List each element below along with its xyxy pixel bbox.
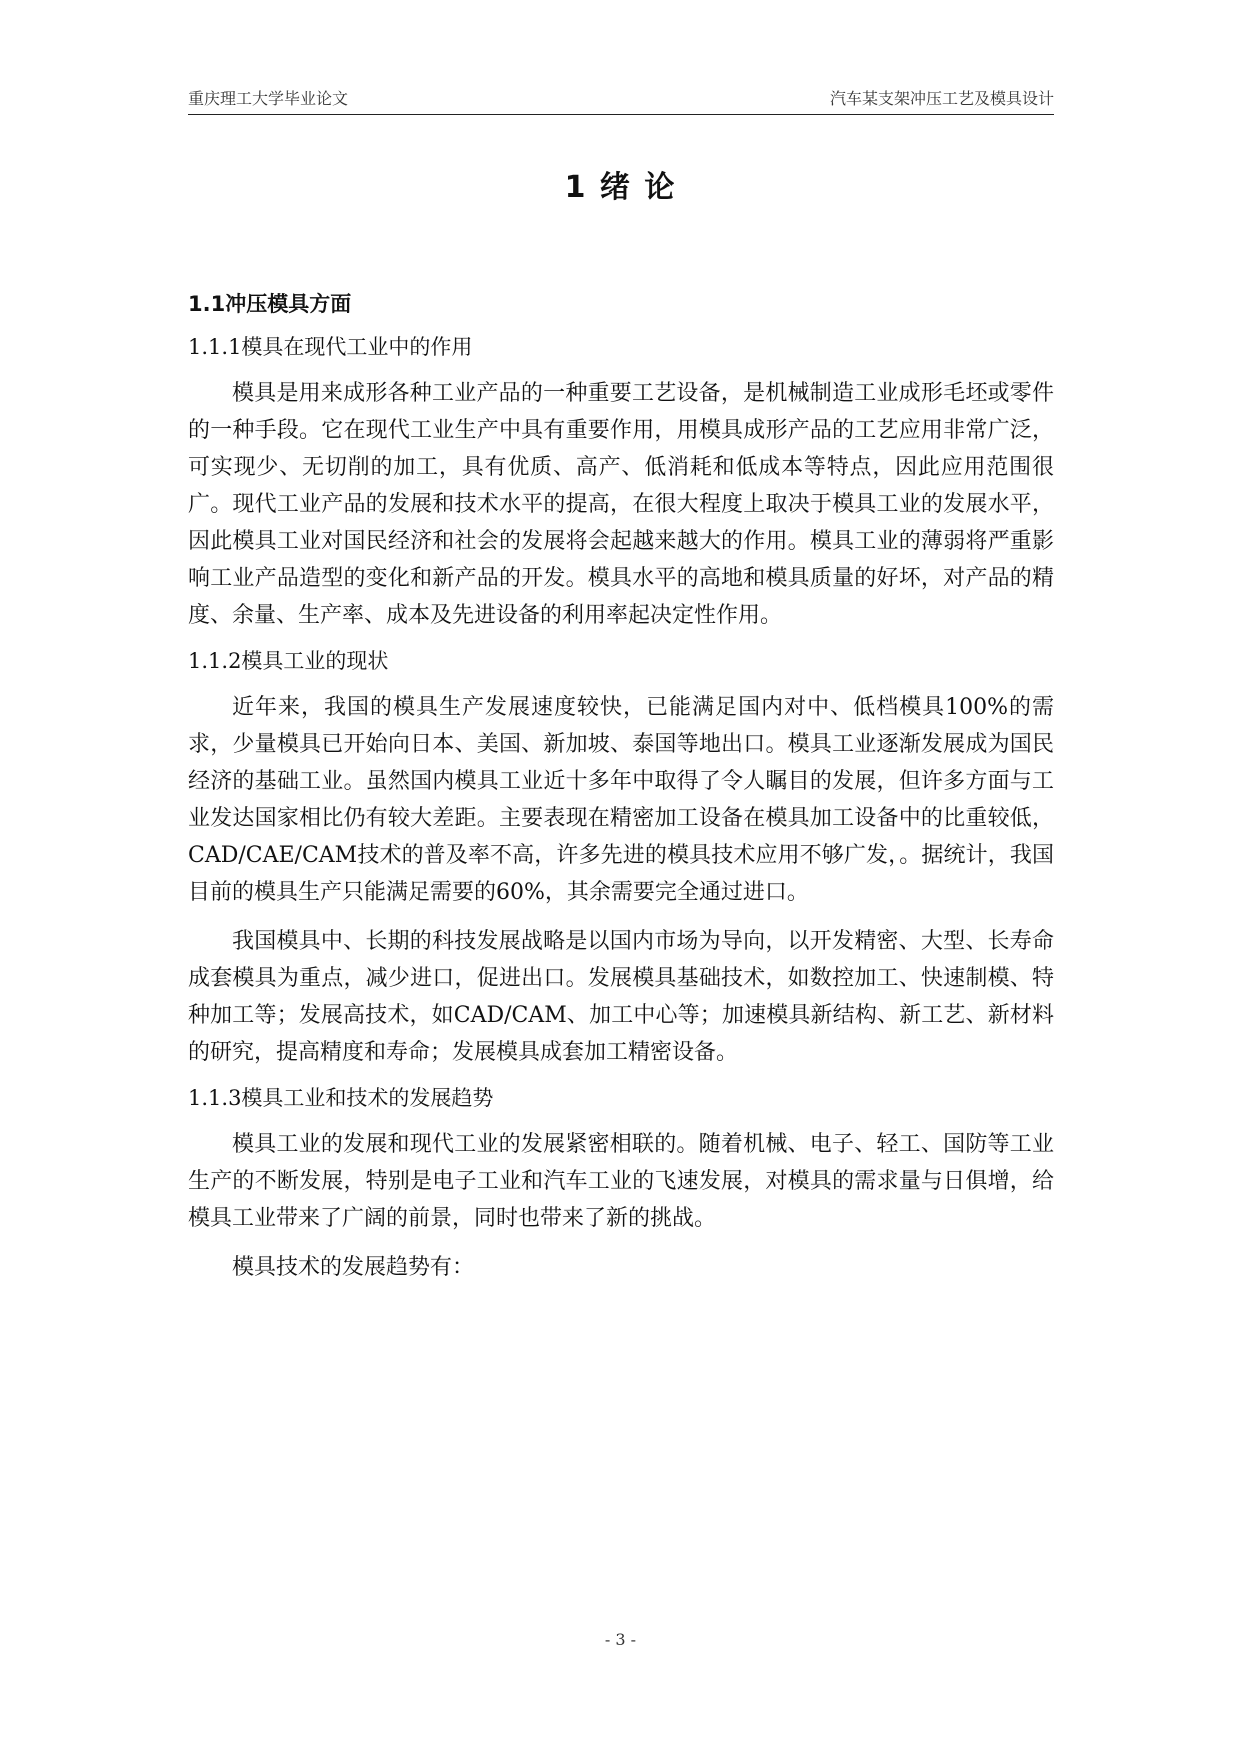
- page-number: - 3 -: [604, 1630, 637, 1649]
- chapter-title: 1 绪 论: [564, 170, 677, 205]
- paragraph: 模具是用来成形各种工业产品的一种重要工艺设备，是机械制造工业成形毛坯或零件的一种手段。它在现代工业生产中具有重要作用，用模具成形产品的工艺应用非常广泛，可实现少、无切削的加工，具有优质、高产、低消耗和低成本等特点，因此应用范围很广。现代工业产品的发展和技术水平的提高，在很大程度上取决于模具工业的发展水平，因此模具工业对国民经济和社会的发展将会起越来越大的作用。模具工业的薄弱将严重影响工业产品造型的变化和新产品的开发。模具水平的高地和模具质量的好坏，对产品的精度、余量、生产率、成本及先进设备的利用率起决定性作用。: [188, 381, 1054, 628]
- paragraph: 模具工业的发展和现代工业的发展紧密相联的。随着机械、电子、轻工、国防等工业生产的不断发展，特别是电子工业和汽车工业的飞速发展，对模具的需求量与日俱增，给模具工业带来了广阔的前景，同时也带来了新的挑战。: [188, 1132, 1054, 1231]
- paragraph: 我国模具中、长期的科技发展战略是以国内市场为导向，以开发精密、大型、长寿命成套模具为重点，减少进口，促进出口。发展模具基础技术，如数控加工、快速制模、特种加工等；发展高技术，如CAD/CAM、加工中心等；加速模具新结构、新工艺、新材料的研究，提高精度和寿命；发展模具成套加工精密设备。: [188, 929, 1054, 1065]
- section-heading: 1.1冲压模具方面: [188, 292, 352, 316]
- subsection-heading: 1.1.2模具工业的现状: [188, 649, 389, 673]
- paragraph: 模具技术的发展趋势有：: [232, 1255, 475, 1280]
- page-header: [188, 86, 1054, 115]
- paragraph: 近年来，我国的模具生产发展速度较快，已能满足国内对中、低档模具100%的需求，少量模具已开始向日本、美国、新加坡、泰国等地出口。模具工业逐渐发展成为国民经济的基础工业。虽然国内模具工业近十多年中取得了令人瞩目的发展，但许多方面与工业发达国家相比仍有较大差距。主要表现在精密加工设备在模具加工设备中的比重较低，CAD/CAE/CAM技术的普及率不高，许多先进的模具技术应用不够广发，。据统计，我国目前的模具生产只能满足需要的60%，其余需要完全通过进口。: [188, 695, 1054, 905]
- header-school-title: 重庆理工大学毕业论文: [188, 89, 349, 108]
- header-thesis-title: 汽车某支架冲压工艺及模具设计: [829, 89, 1054, 108]
- subsection-heading: 1.1.1模具在现代工业中的作用: [188, 335, 473, 359]
- document-body: [188, 286, 1054, 1295]
- subsection-heading: 1.1.3模具工业和技术的发展趋势: [188, 1086, 494, 1110]
